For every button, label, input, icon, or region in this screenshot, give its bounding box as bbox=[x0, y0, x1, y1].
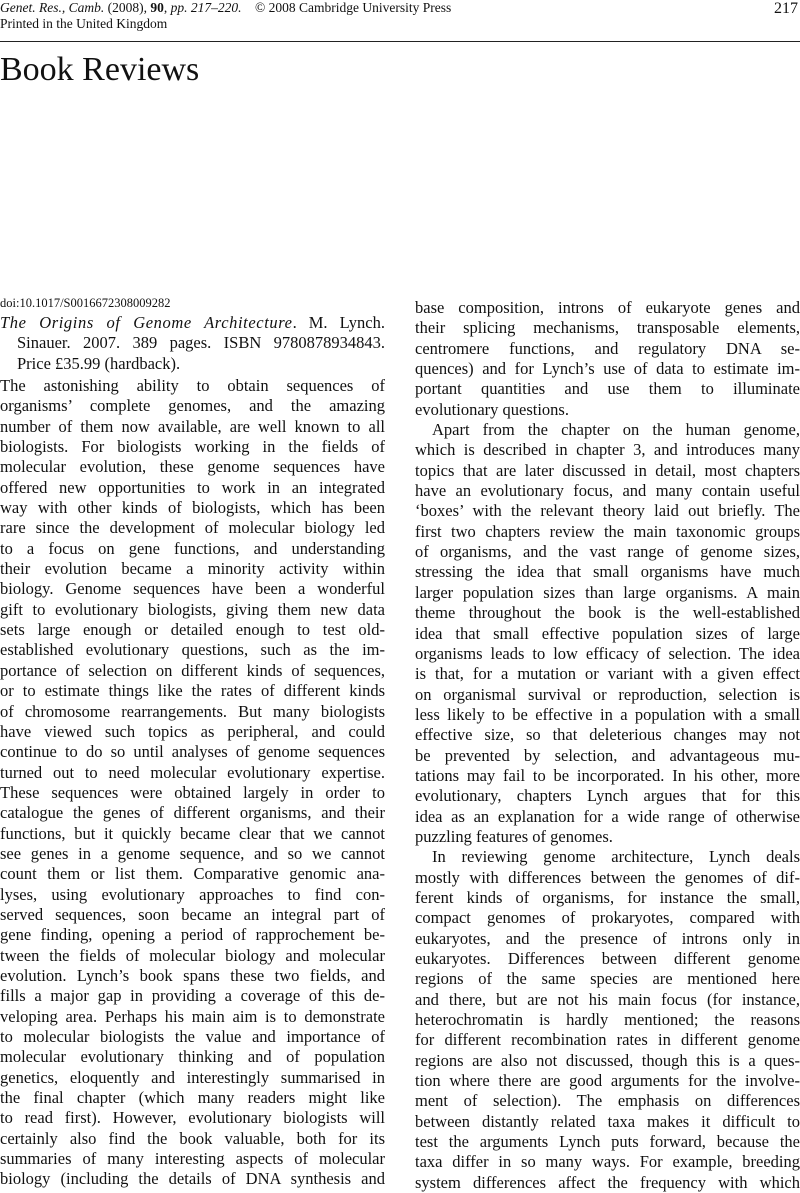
text-line: served sequences, soon became an integral part of bbox=[0, 904, 385, 924]
printed-in: Printed in the United Kingdom bbox=[0, 16, 168, 31]
text-line: less likely to be effective in a population with a small bbox=[415, 704, 800, 724]
text-line: have an evolutionary focus, and many contain useful bbox=[415, 481, 800, 501]
paragraph bbox=[0, 376, 385, 1190]
citation-line: Genet. Res., Camb. (2008), 90, pp. 217–220. © 2008 Cambridge University Press bbox=[0, 0, 452, 15]
text-line: topics that are later discussed in detail, most chapters bbox=[415, 460, 800, 480]
text-line: of chromosome rearrangements. But many biologists bbox=[0, 701, 385, 721]
book-title: The Origins of Genome Architecture bbox=[0, 313, 293, 332]
paragraph bbox=[415, 298, 800, 420]
text-line: their evolution became a minority activity within bbox=[0, 559, 385, 579]
text-line: to molecular biologists the value and importance of bbox=[0, 1027, 385, 1046]
text-line: lyses, using evolutionary approaches to find con- bbox=[0, 884, 385, 904]
text-line: taxa differ in so many ways. For example, breeding bbox=[415, 1152, 800, 1172]
header-rule bbox=[0, 41, 800, 42]
text-line: biology. Genome sequences have been a wonderful bbox=[0, 579, 385, 599]
page-number: 217 bbox=[774, 0, 798, 17]
text-line: number of them now available, are well known to all bbox=[0, 416, 385, 436]
text-line: tion where there are good arguments for the involve- bbox=[415, 1071, 800, 1091]
text-line: is that, for a mutation or variant with a given effect bbox=[415, 664, 800, 684]
text-line: gift to evolutionary biologists, giving them new data bbox=[0, 599, 385, 619]
left-column bbox=[0, 376, 385, 1190]
book-reference bbox=[0, 313, 385, 374]
text-line: evolution. Lynch’s book spans these two fields, and bbox=[0, 965, 385, 985]
text-line: count them or list them. Comparative genomic ana- bbox=[0, 864, 385, 884]
text-line: or to estimate things like the rates of different kinds bbox=[0, 681, 385, 701]
text-line: of organisms, and the vast range of genome sizes, bbox=[415, 542, 800, 562]
copyright: © 2008 Cambridge University Press bbox=[254, 0, 452, 15]
text-line: be prevented by selection, and advantageous mu- bbox=[415, 745, 800, 765]
text-line: eukaryotes, and the presence of introns only in bbox=[415, 928, 800, 948]
reference-line-1 bbox=[0, 313, 385, 333]
text-line: heterochromatin is hardly mentioned; the reasons bbox=[415, 1010, 800, 1030]
text-line: ment of selection). The emphasis on differences bbox=[415, 1091, 800, 1111]
text-line: fills a major gap in providing a coverage of this de- bbox=[0, 986, 385, 1006]
text-line: between distantly related taxa makes it difficult to bbox=[415, 1111, 800, 1131]
book-author: . M. Lynch. bbox=[292, 313, 385, 332]
text-line: way with other kinds of biologists, which has been bbox=[0, 498, 385, 518]
text-line: molecular evolutionary thinking and of population bbox=[0, 1047, 385, 1067]
right-column bbox=[415, 298, 800, 1193]
text-line: rare since the development of molecular biology led bbox=[0, 518, 385, 538]
text-line: gene finding, opening a period of rapprochement be- bbox=[0, 925, 385, 945]
paragraph bbox=[415, 847, 800, 1193]
text-line: veloping area. Perhaps his main aim is to demonstrate bbox=[0, 1006, 385, 1026]
text-line: evolutionary, chapters Lynch argues that for this bbox=[415, 786, 800, 806]
text-line: These sequences were obtained largely in order to bbox=[0, 782, 385, 802]
text-line: ferent kinds of organisms, for instance the small, bbox=[415, 887, 800, 907]
paragraph bbox=[415, 420, 800, 847]
text-line: mostly with differences between the genomes of dif- bbox=[415, 867, 800, 887]
text-line: on organismal survival or reproduction, selection is bbox=[415, 684, 800, 704]
text-line: biologists. For biologists working in the fields of bbox=[0, 437, 385, 457]
text-line: molecular evolution, these genome sequences have bbox=[0, 457, 385, 477]
reference-line-3: Price £35.99 (hardback). bbox=[17, 353, 181, 373]
text-line: base composition, introns of eukaryote genes and bbox=[415, 298, 800, 317]
text-line: centromere functions, and regulatory DNA se- bbox=[415, 338, 800, 358]
text-line: The astonishing ability to obtain sequences of bbox=[0, 376, 385, 395]
text-line: for different recombination rates in different genome bbox=[415, 1030, 800, 1050]
text-line: larger population sizes than large organisms. A main bbox=[415, 582, 800, 602]
text-line: organisms leads to low efficacy of selection. The idea bbox=[415, 643, 800, 663]
text-line: functions, but it quickly became clear that we cannot bbox=[0, 823, 385, 843]
text-line: offered new opportunities to work in an integrated bbox=[0, 477, 385, 497]
text-line: theme throughout the book is the well-established bbox=[415, 603, 800, 623]
text-line: Apart from the chapter on the human genome, bbox=[432, 420, 800, 440]
doi: doi:10.1017/S0016672308009282 bbox=[0, 296, 171, 310]
text-line: summaries of many interesting aspects of molecular bbox=[0, 1149, 385, 1169]
text-line: system differences affect the frequency with which bbox=[415, 1172, 800, 1192]
reference-line-2: Sinauer. 2007. 389 pages. ISBN 9780878934843. bbox=[17, 333, 385, 353]
text-line: and there, but are not his main focus (for instance, bbox=[415, 989, 800, 1009]
section-title: Book Reviews bbox=[0, 51, 200, 88]
text-line: which is described in chapter 3, and introduces many bbox=[415, 440, 800, 460]
text-line: idea as an explanation for a wide range of otherwise bbox=[415, 806, 800, 826]
text-line: their splicing mechanisms, transposable elements, bbox=[415, 318, 800, 338]
text-line: certainly also find the book valuable, both for its bbox=[0, 1128, 385, 1148]
text-line: organisms’ complete genomes, and the amazing bbox=[0, 396, 385, 416]
text-line: to read first). However, evolutionary biologists will bbox=[0, 1108, 385, 1128]
text-line: idea that small effective population sizes of large bbox=[415, 623, 800, 643]
text-line: turned out to need molecular evolutionary expertise. bbox=[0, 762, 385, 782]
text-line: evolutionary questions. bbox=[415, 399, 569, 419]
text-line: catalogue the genes of different organisms, and their bbox=[0, 803, 385, 823]
text-line: biology (including the details of DNA synthesis and bbox=[0, 1169, 385, 1189]
volume: 90 bbox=[150, 0, 164, 15]
text-line: the final chapter (which many readers might like bbox=[0, 1088, 385, 1108]
text-line: see genes in a genome sequence, and so we cannot bbox=[0, 843, 385, 863]
text-line: quences) and for Lynch’s use of data to estimate im- bbox=[415, 359, 800, 379]
text-line: tations may fail to be incorporated. In his other, more bbox=[415, 765, 800, 785]
text-line: sets large enough or detailed enough to test old- bbox=[0, 620, 385, 640]
text-line: eukaryotes. Differences between different genome bbox=[415, 949, 800, 968]
text-line: continue to do so until analyses of genome sequences bbox=[0, 742, 385, 762]
text-line: compact genomes of prokaryotes, compared with bbox=[415, 908, 800, 928]
text-line: have viewed such topics as peripheral, and could bbox=[0, 721, 385, 741]
text-line: tween the fields of molecular biology and molecular bbox=[0, 945, 385, 965]
text-line: to a focus on gene functions, and understanding bbox=[0, 538, 385, 558]
text-line: portant quantities and use them to illuminate bbox=[415, 379, 800, 399]
text-line: test the arguments Lynch puts forward, because the bbox=[415, 1132, 800, 1152]
text-line: effective size, so that deleterious changes may not bbox=[415, 725, 800, 745]
text-line: regions are also not discussed, though this is a ques- bbox=[415, 1050, 800, 1070]
running-header bbox=[0, 0, 451, 32]
pages: pp. 217–220. bbox=[170, 0, 242, 15]
text-line: regions of the same species are mentioned here bbox=[415, 969, 800, 989]
journal-name: Genet. Res., Camb. bbox=[0, 0, 105, 15]
text-line: first two chapters review the main taxonomic groups bbox=[415, 521, 800, 541]
text-line: stressing the idea that small organisms have much bbox=[415, 562, 800, 582]
text-line: In reviewing genome architecture, Lynch deals bbox=[432, 847, 800, 867]
text-line: genetics, eloquently and interestingly summarised in bbox=[0, 1067, 385, 1087]
year: (2008), bbox=[107, 0, 147, 15]
text-line: ‘boxes’ with the relevant theory laid out briefly. The bbox=[415, 501, 800, 521]
text-line: portance of selection on different kinds of sequences, bbox=[0, 660, 385, 680]
text-line: puzzling features of genomes. bbox=[415, 826, 613, 846]
text-line: established evolutionary questions, such as the im- bbox=[0, 640, 385, 660]
